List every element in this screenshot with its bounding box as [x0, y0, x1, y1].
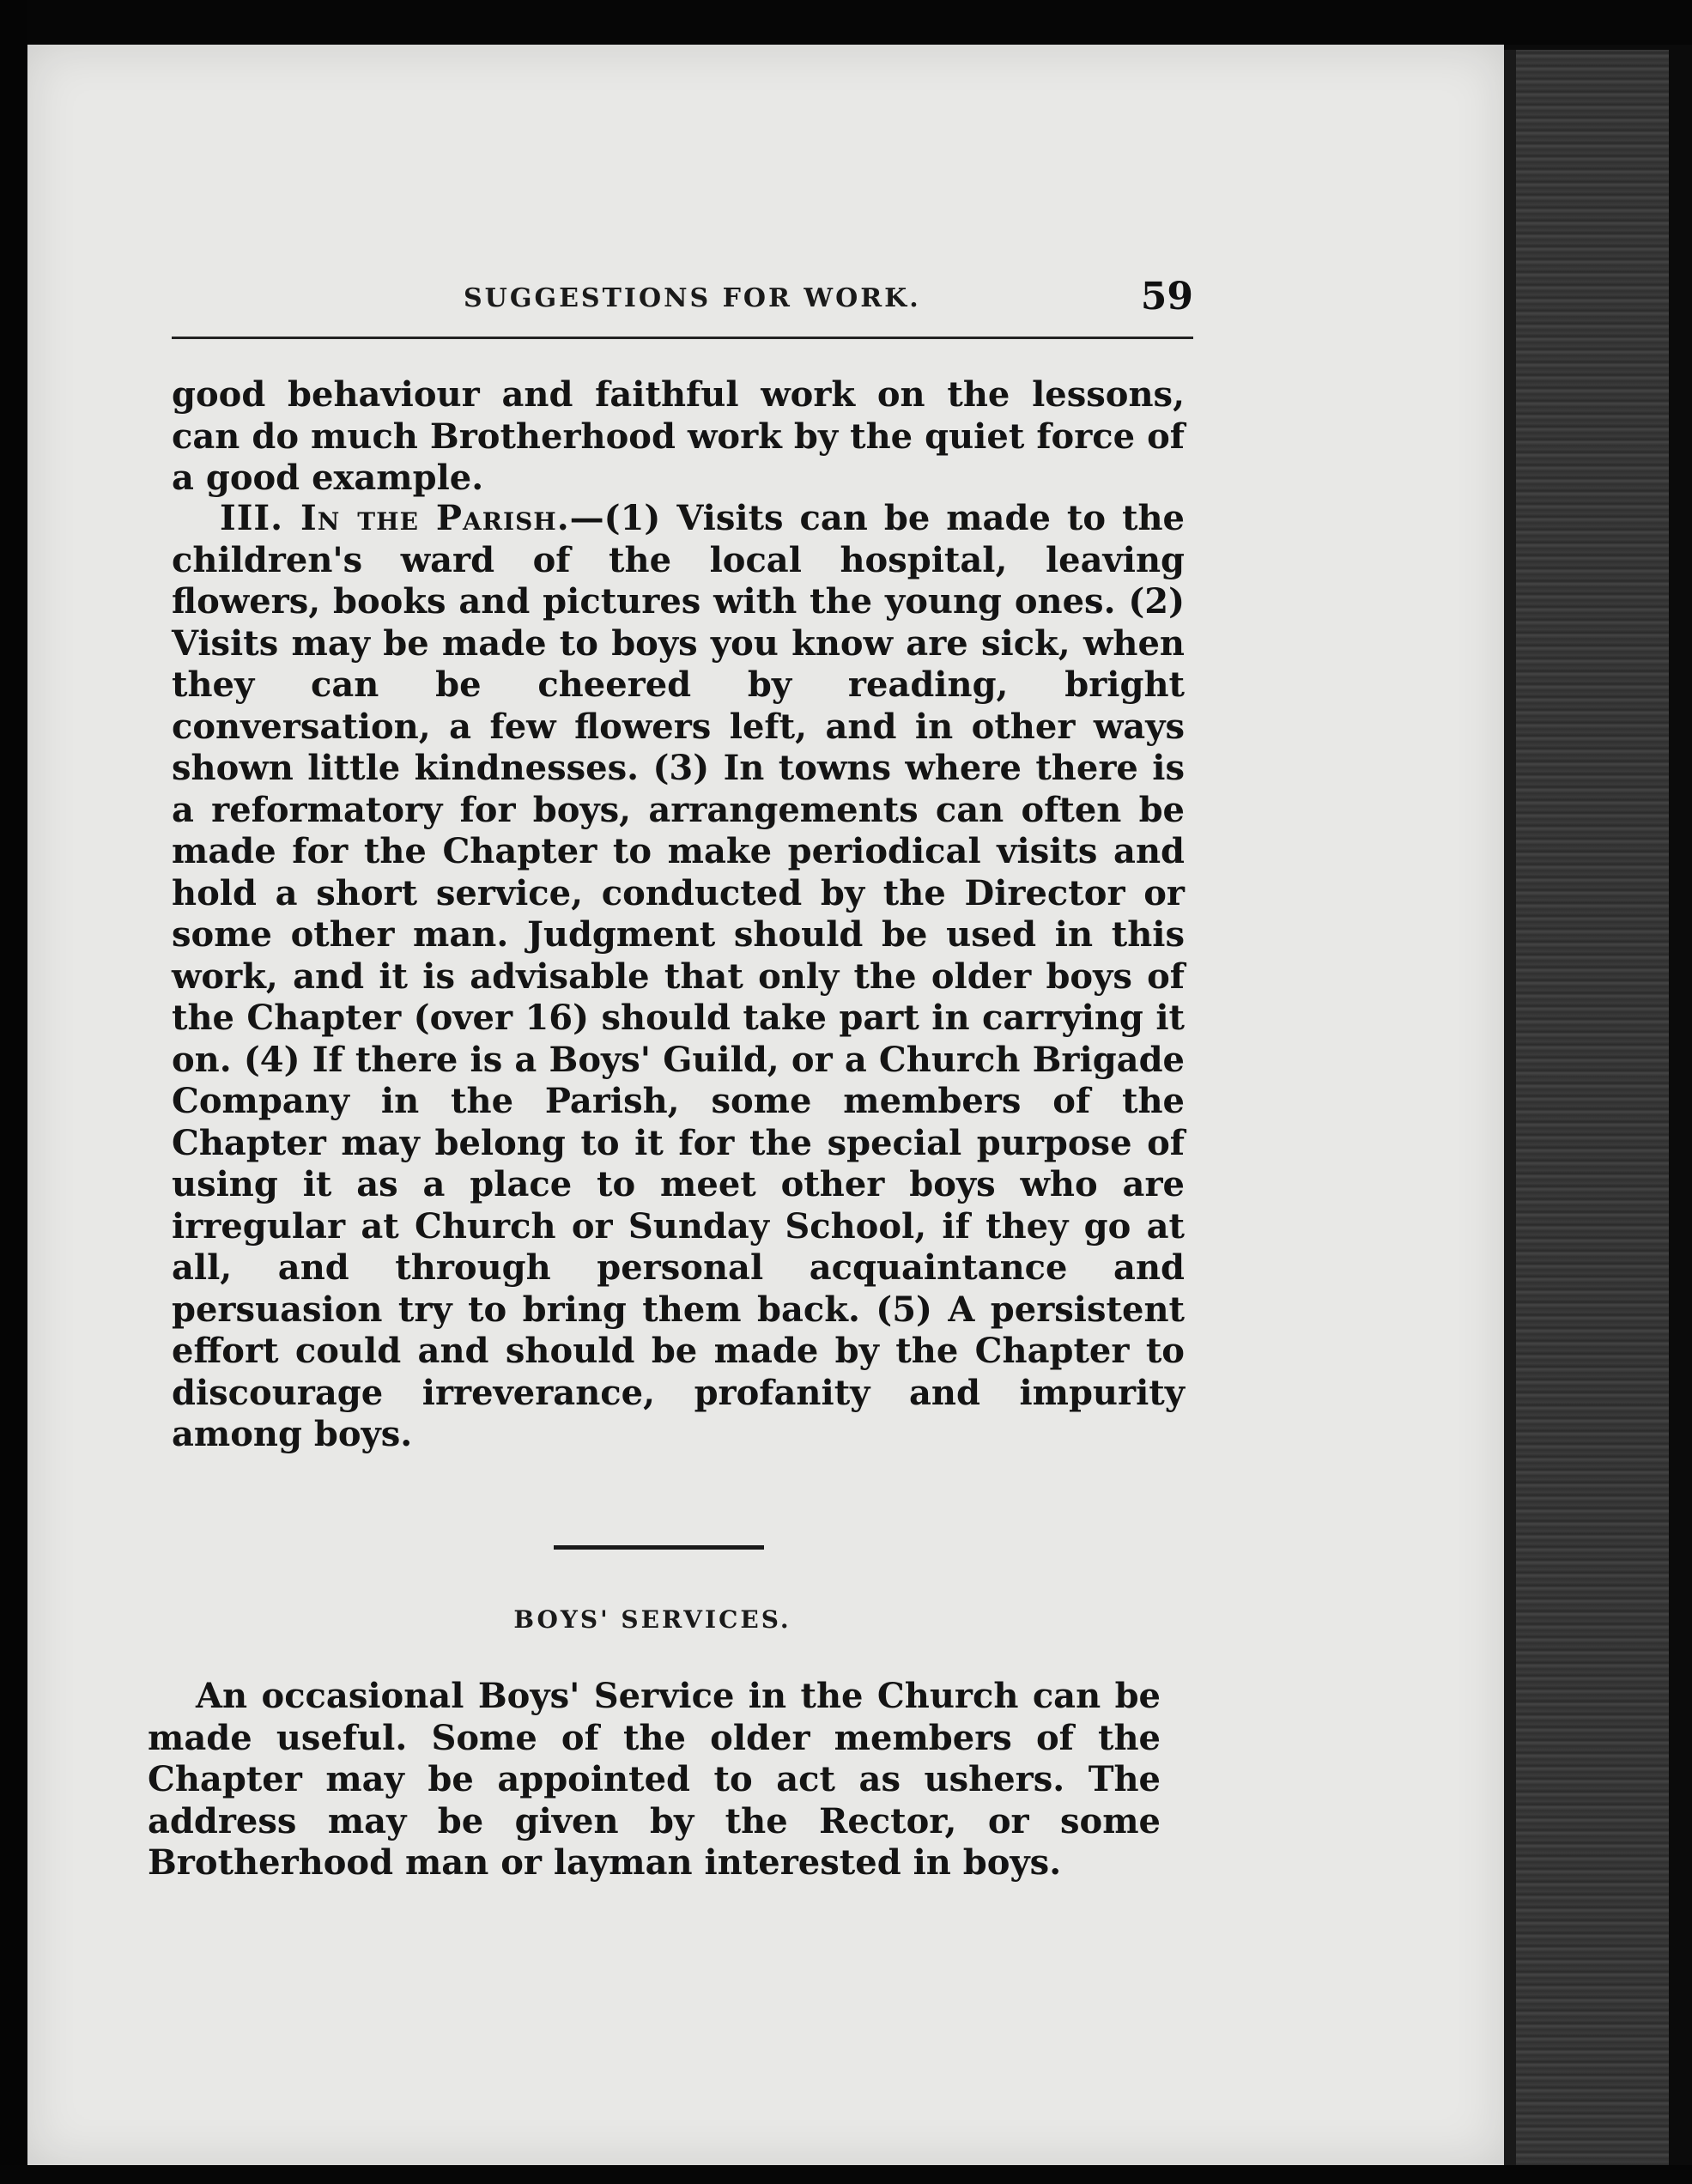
- paragraph-parish: [172, 498, 1185, 1456]
- page-number: 59: [1140, 275, 1193, 318]
- paragraph-continuation: good behaviour and faithful work on the lessons, can do much Brotherhood work by the quiet force of a good example.: [172, 374, 1185, 498]
- scan-top-border: [0, 0, 1692, 45]
- header-rule: [172, 337, 1193, 339]
- scan-bottom-border: [0, 2165, 1692, 2184]
- scan-left-border: [0, 0, 27, 2184]
- running-head: [155, 275, 1193, 326]
- section-heading-boys-services: BOYS' SERVICES.: [513, 1605, 791, 1634]
- running-head-title: SUGGESTIONS FOR WORK.: [464, 283, 921, 313]
- book-edge: [1504, 50, 1669, 2170]
- parish-body: —(1) Visits can be made to the children's ward of the local hospital, leaving flowers, books and pictures with the young ones. (2) Visits may be made to boys you know are sick, when they can be cheered by reading, bright conversation, a few flowers left, and in other ways shown little kindnesses. (3) In towns where there is a reformatory for boys, arrangements can often be made for the Chapter to make periodical visits and hold a short service, conducted by the Director or some other man. Judgment should be used in this work, and it is advisable that only the older boys of the Chapter (over 16) should take part in carrying it on. (4) If there is a Boys' Guild, or a Church Brigade Company in the Parish, some members of the Chapter may belong to it for the special purpose of using it as a place to meet other boys who are irregular at Church or Sunday School, if they go at all, and through personal acquaintance and persuasion try to bring them back. (5) A persistent effort could and should be made by the Chapter to discourage irreverance, profanity and impurity among boys.: [172, 498, 1185, 1454]
- section-divider-rule: [554, 1545, 764, 1550]
- paragraph-boys-services: An occasional Boys' Service in the Church can be made useful. Some of the older members of the Chapter may be appointed to act as ushers. The address may be given by the Rector, or some Brotherhood man or layman interested in boys.: [148, 1676, 1161, 1883]
- parish-heading: III. In the Parish.: [220, 498, 570, 538]
